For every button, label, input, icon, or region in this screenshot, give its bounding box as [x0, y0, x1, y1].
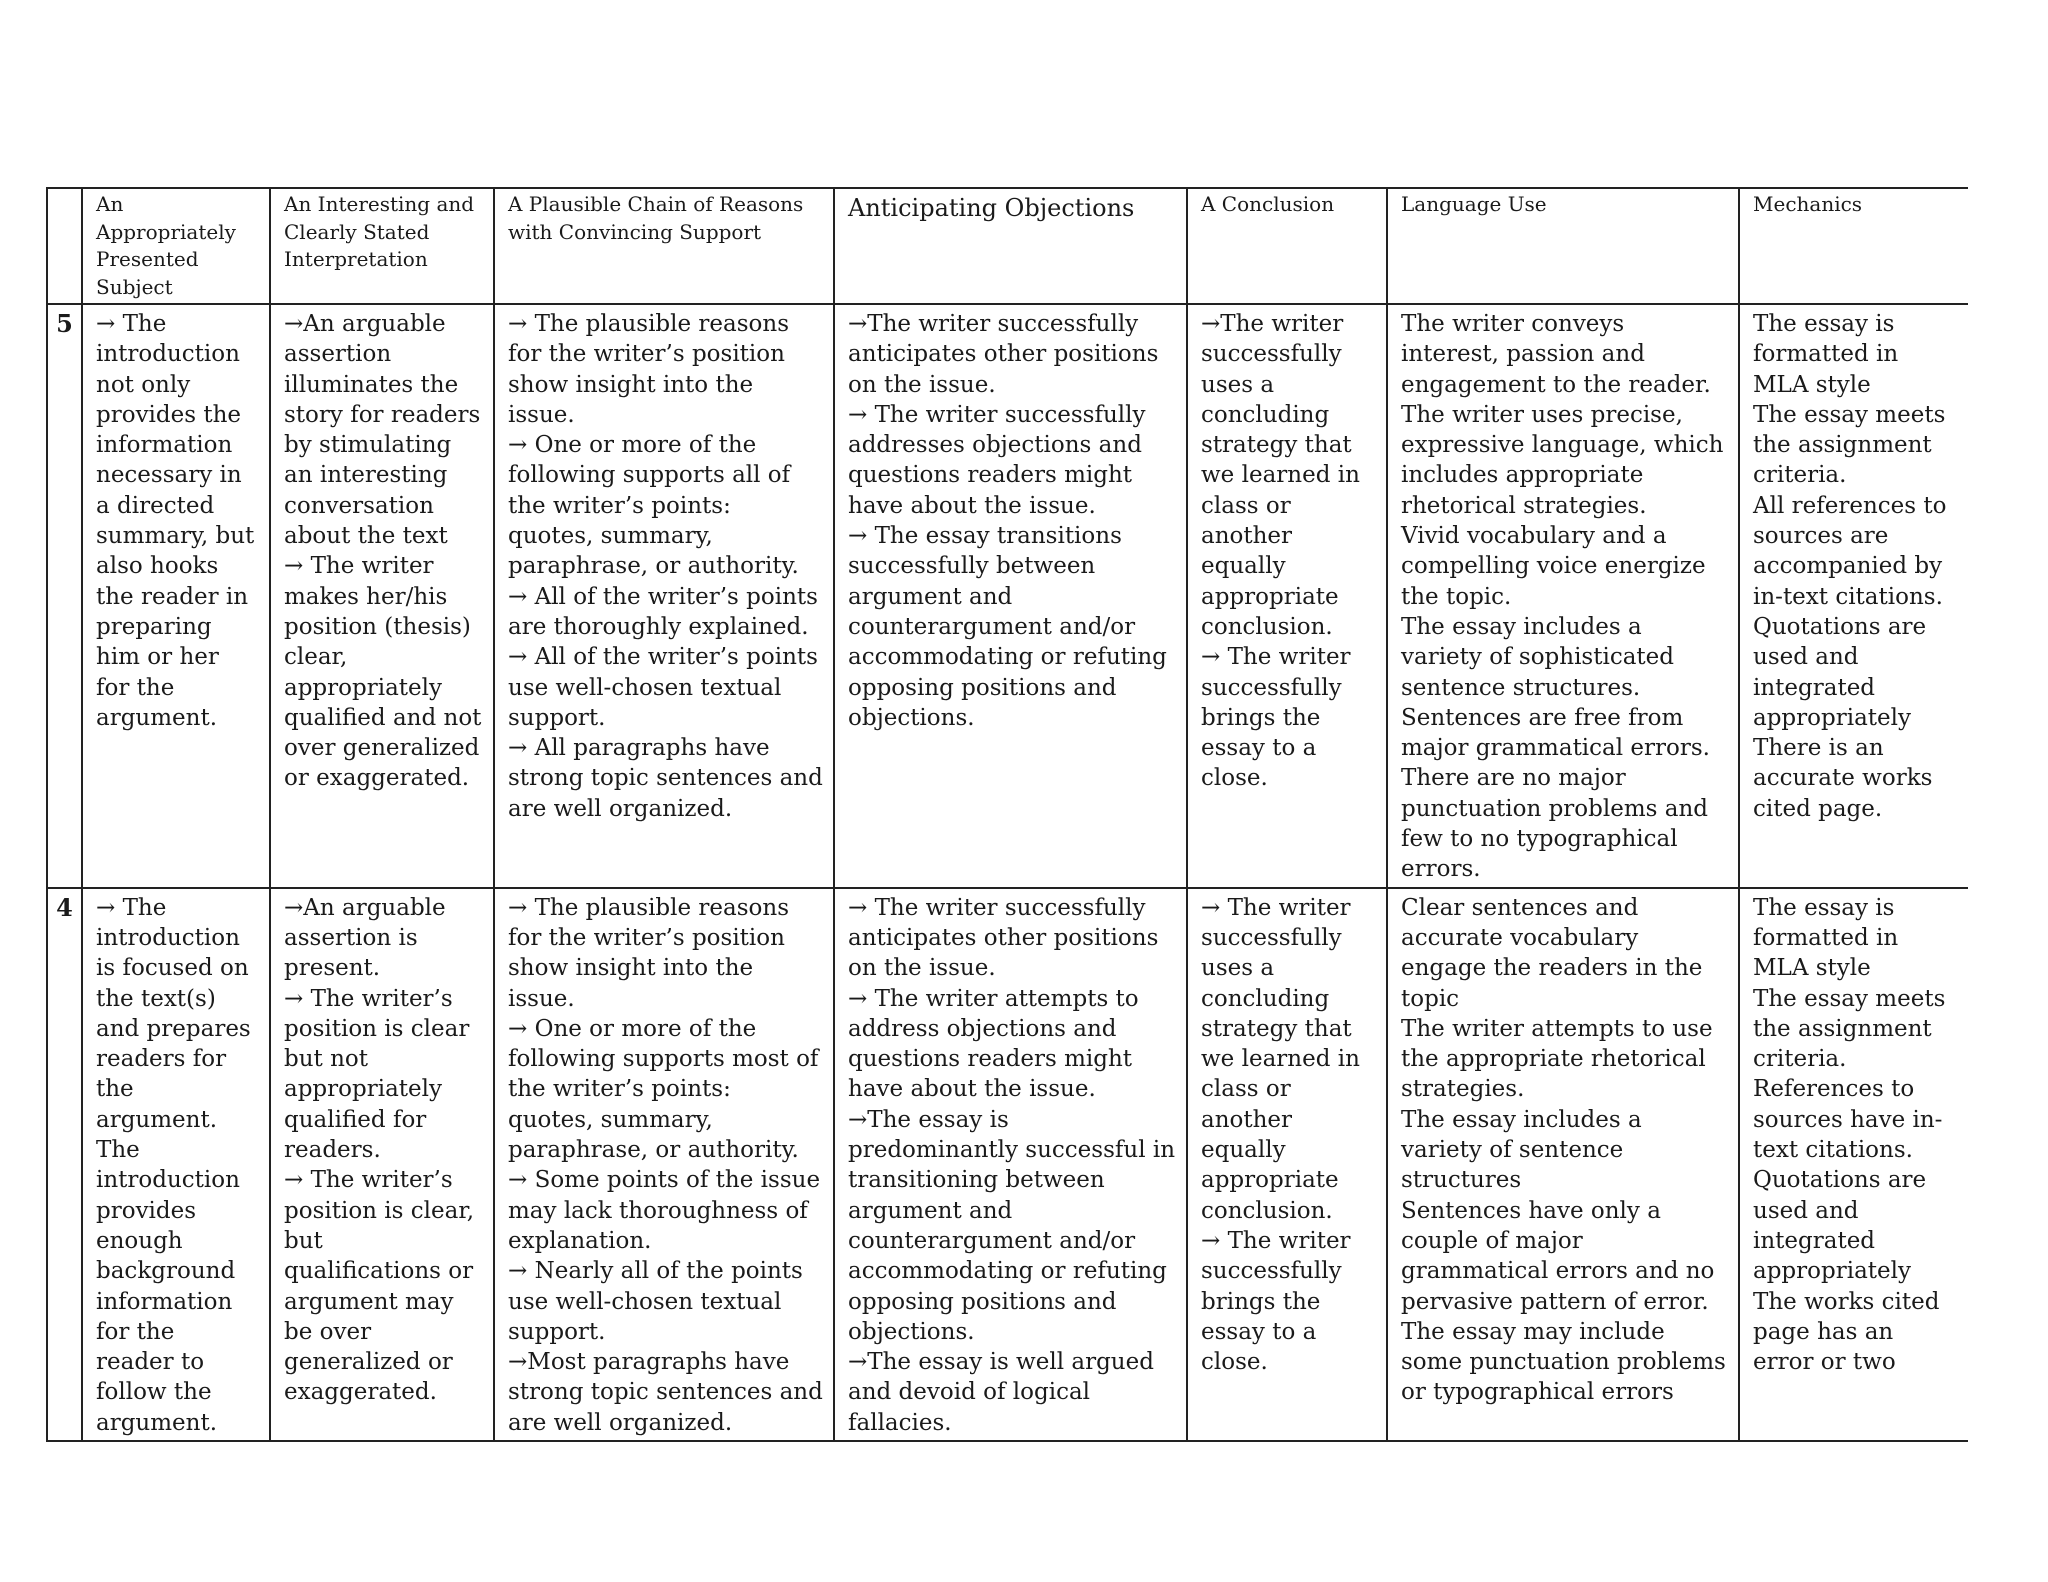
criterion-line: →An arguable assertion is present.	[284, 894, 446, 982]
criterion-line: The essay includes a variety of sentence structures	[1401, 1106, 1642, 1194]
criterion-line: → The writer’s position is clear but not appropriately qualified for readers.	[284, 985, 470, 1164]
header-conclusion: A Conclusion	[1187, 188, 1387, 304]
rubric-cell-objections	[834, 304, 1187, 888]
rubric-cell-language-use	[1387, 888, 1739, 1441]
rubric-cell-mechanics	[1739, 888, 1968, 1441]
rubric-cell-conclusion	[1187, 304, 1387, 888]
criterion-line: → Some points of the issue may lack thoroughness of explanation.	[508, 1167, 821, 1254]
criterion-line: →An arguable assertion illuminates the story for readers by stimulating an interesting conversation about the text	[284, 311, 481, 550]
criterion-line: Clear sentences and accurate vocabulary engage the readers in the topic	[1401, 894, 1703, 1012]
score-row-4	[47, 888, 1968, 1441]
criterion-line: There is an accurate works cited page.	[1753, 735, 1933, 822]
rubric-cell-mechanics	[1739, 304, 1968, 888]
criterion-line: → Nearly all of the points use well-chosen textual support.	[508, 1258, 803, 1345]
criterion-line: The essay is formatted in MLA style	[1753, 311, 1899, 398]
criterion-line: → All of the writer’s points use well-chosen textual support.	[508, 644, 818, 731]
rubric-cell-reasons	[494, 888, 834, 1441]
criterion-line: →The writer successfully uses a concluding strategy that we learned in class or another equally appropriate conclusion.	[1201, 311, 1360, 640]
criterion-line: →The writer successfully anticipates other positions on the issue.	[848, 311, 1159, 398]
score-row-5	[47, 304, 1968, 888]
criterion-line: → The writer attempts to address objections and questions readers might have about the issue.	[848, 985, 1139, 1103]
criterion-line: → The writer makes her/his position (thesis) clear, appropriately qualified and not over generalized or exaggerated.	[284, 553, 482, 792]
rubric-cell-interpretation	[270, 304, 494, 888]
rubric-cell-interpretation	[270, 888, 494, 1441]
criterion-line: → The writer’s position is clear, but qualifications or argument may be over generalized or exaggerated.	[284, 1167, 475, 1406]
criterion-line: The essay meets the assignment criteria.	[1753, 985, 1946, 1073]
score-label: 5	[47, 304, 82, 888]
rubric-cell-reasons	[494, 304, 834, 888]
criterion-line: The essay is formatted in MLA style	[1753, 894, 1899, 982]
criterion-line: The essay may include some punctuation problems or typographical errors	[1401, 1318, 1726, 1406]
header-mechanics: Mechanics	[1739, 188, 1968, 304]
criterion-line: → One or more of the following supports all of the writer’s points: quotes, summary, paraphrase, or authority.	[508, 432, 799, 580]
criterion-line: → The introduction is focused on the text(s) and prepares readers for the argument. The introduction provides enough background information for the reader to follow the argument.	[96, 894, 251, 1436]
criterion-line: Quotations are used and integrated appropriately	[1753, 1167, 1927, 1285]
criterion-line: Vivid vocabulary and a compelling voice energize the topic.	[1401, 523, 1706, 610]
criterion-line: → The introduction not only provides the information necessary in a directed summary, but also hooks the reader in preparing him or her for the argument.	[96, 311, 255, 731]
criterion-line: References to sources have in-text citations.	[1753, 1076, 1943, 1164]
criterion-line: → The plausible reasons for the writer’s position show insight into the issue.	[508, 311, 790, 428]
criterion-line: There are no major punctuation problems and few to no typographical errors.	[1401, 765, 1708, 883]
criterion-line: Sentences have only a couple of major grammatical errors and no pervasive pattern of error.	[1401, 1197, 1715, 1315]
rubric-cell-objections	[834, 888, 1187, 1441]
header-cell-corner	[47, 188, 82, 304]
criterion-line: The essay meets the assignment criteria.	[1753, 401, 1946, 489]
criterion-line: → The writer successfully uses a concluding strategy that we learned in class or another equally appropriate conclusion.	[1201, 894, 1360, 1224]
criterion-line: The writer attempts to use the appropriate rhetorical strategies.	[1401, 1015, 1713, 1103]
criterion-line: → The writer successfully brings the essay to a close.	[1201, 644, 1351, 792]
criterion-line: The writer conveys interest, passion and engagement to the reader. The writer uses precise, expressive language, which includes appropriate rhetorical strategies.	[1401, 311, 1724, 519]
criterion-line: → All of the writer’s points are thoroughly explained.	[508, 583, 818, 640]
rubric-cell-subject	[82, 304, 270, 888]
criterion-line: → The essay transitions successfully between argument and counterargument and/or accommodating or refuting opposing positions and objections.	[848, 523, 1167, 731]
criterion-line: → The writer successfully anticipates other positions on the issue.	[848, 894, 1159, 982]
header-objections: Anticipating Objections	[834, 188, 1187, 304]
header-subject: An Appropriately Presented Subject	[82, 188, 270, 304]
criterion-line: →The essay is predominantly successful in transitioning between argument and counterargument and/or accommodating or refuting opposing positions and objections.	[848, 1106, 1176, 1345]
score-label: 4	[47, 888, 82, 1441]
criterion-line: The essay includes a variety of sophisticated sentence structures.	[1401, 613, 1675, 701]
criterion-line: All references to sources are accompanied by in-text citations.	[1753, 492, 1947, 610]
rubric-cell-conclusion	[1187, 888, 1387, 1441]
criterion-line: The works cited page has an error or two	[1753, 1288, 1940, 1376]
rubric-cell-language-use	[1387, 304, 1739, 888]
criterion-line: Sentences are free from major grammatical errors.	[1401, 704, 1710, 762]
header-reasons: A Plausible Chain of Reasons with Convincing Support	[494, 188, 834, 304]
header-interpretation: An Interesting and Clearly Stated Interpretation	[270, 188, 494, 304]
criterion-line: → The writer successfully addresses objections and questions readers might have about the issue.	[848, 401, 1146, 519]
rubric-table	[46, 187, 1968, 1442]
rubric-cell-subject	[82, 888, 270, 1441]
criterion-line: → One or more of the following supports most of the writer’s points: quotes, summary, paraphrase, or authority.	[508, 1015, 819, 1164]
criterion-line: → All paragraphs have strong topic sentences and are well organized.	[508, 735, 823, 822]
header-row	[47, 188, 1968, 304]
criterion-line: →Most paragraphs have strong topic sentences and are well organized.	[508, 1349, 823, 1436]
criterion-line: Quotations are used and integrated appropriately	[1753, 613, 1927, 731]
criterion-line: → The writer successfully brings the essay to a close.	[1201, 1227, 1351, 1376]
criterion-line: →The essay is well argued and devoid of logical fallacies.	[848, 1349, 1154, 1436]
criterion-line: → The plausible reasons for the writer’s position show insight into the issue.	[508, 894, 790, 1012]
header-language-use: Language Use	[1387, 188, 1739, 304]
